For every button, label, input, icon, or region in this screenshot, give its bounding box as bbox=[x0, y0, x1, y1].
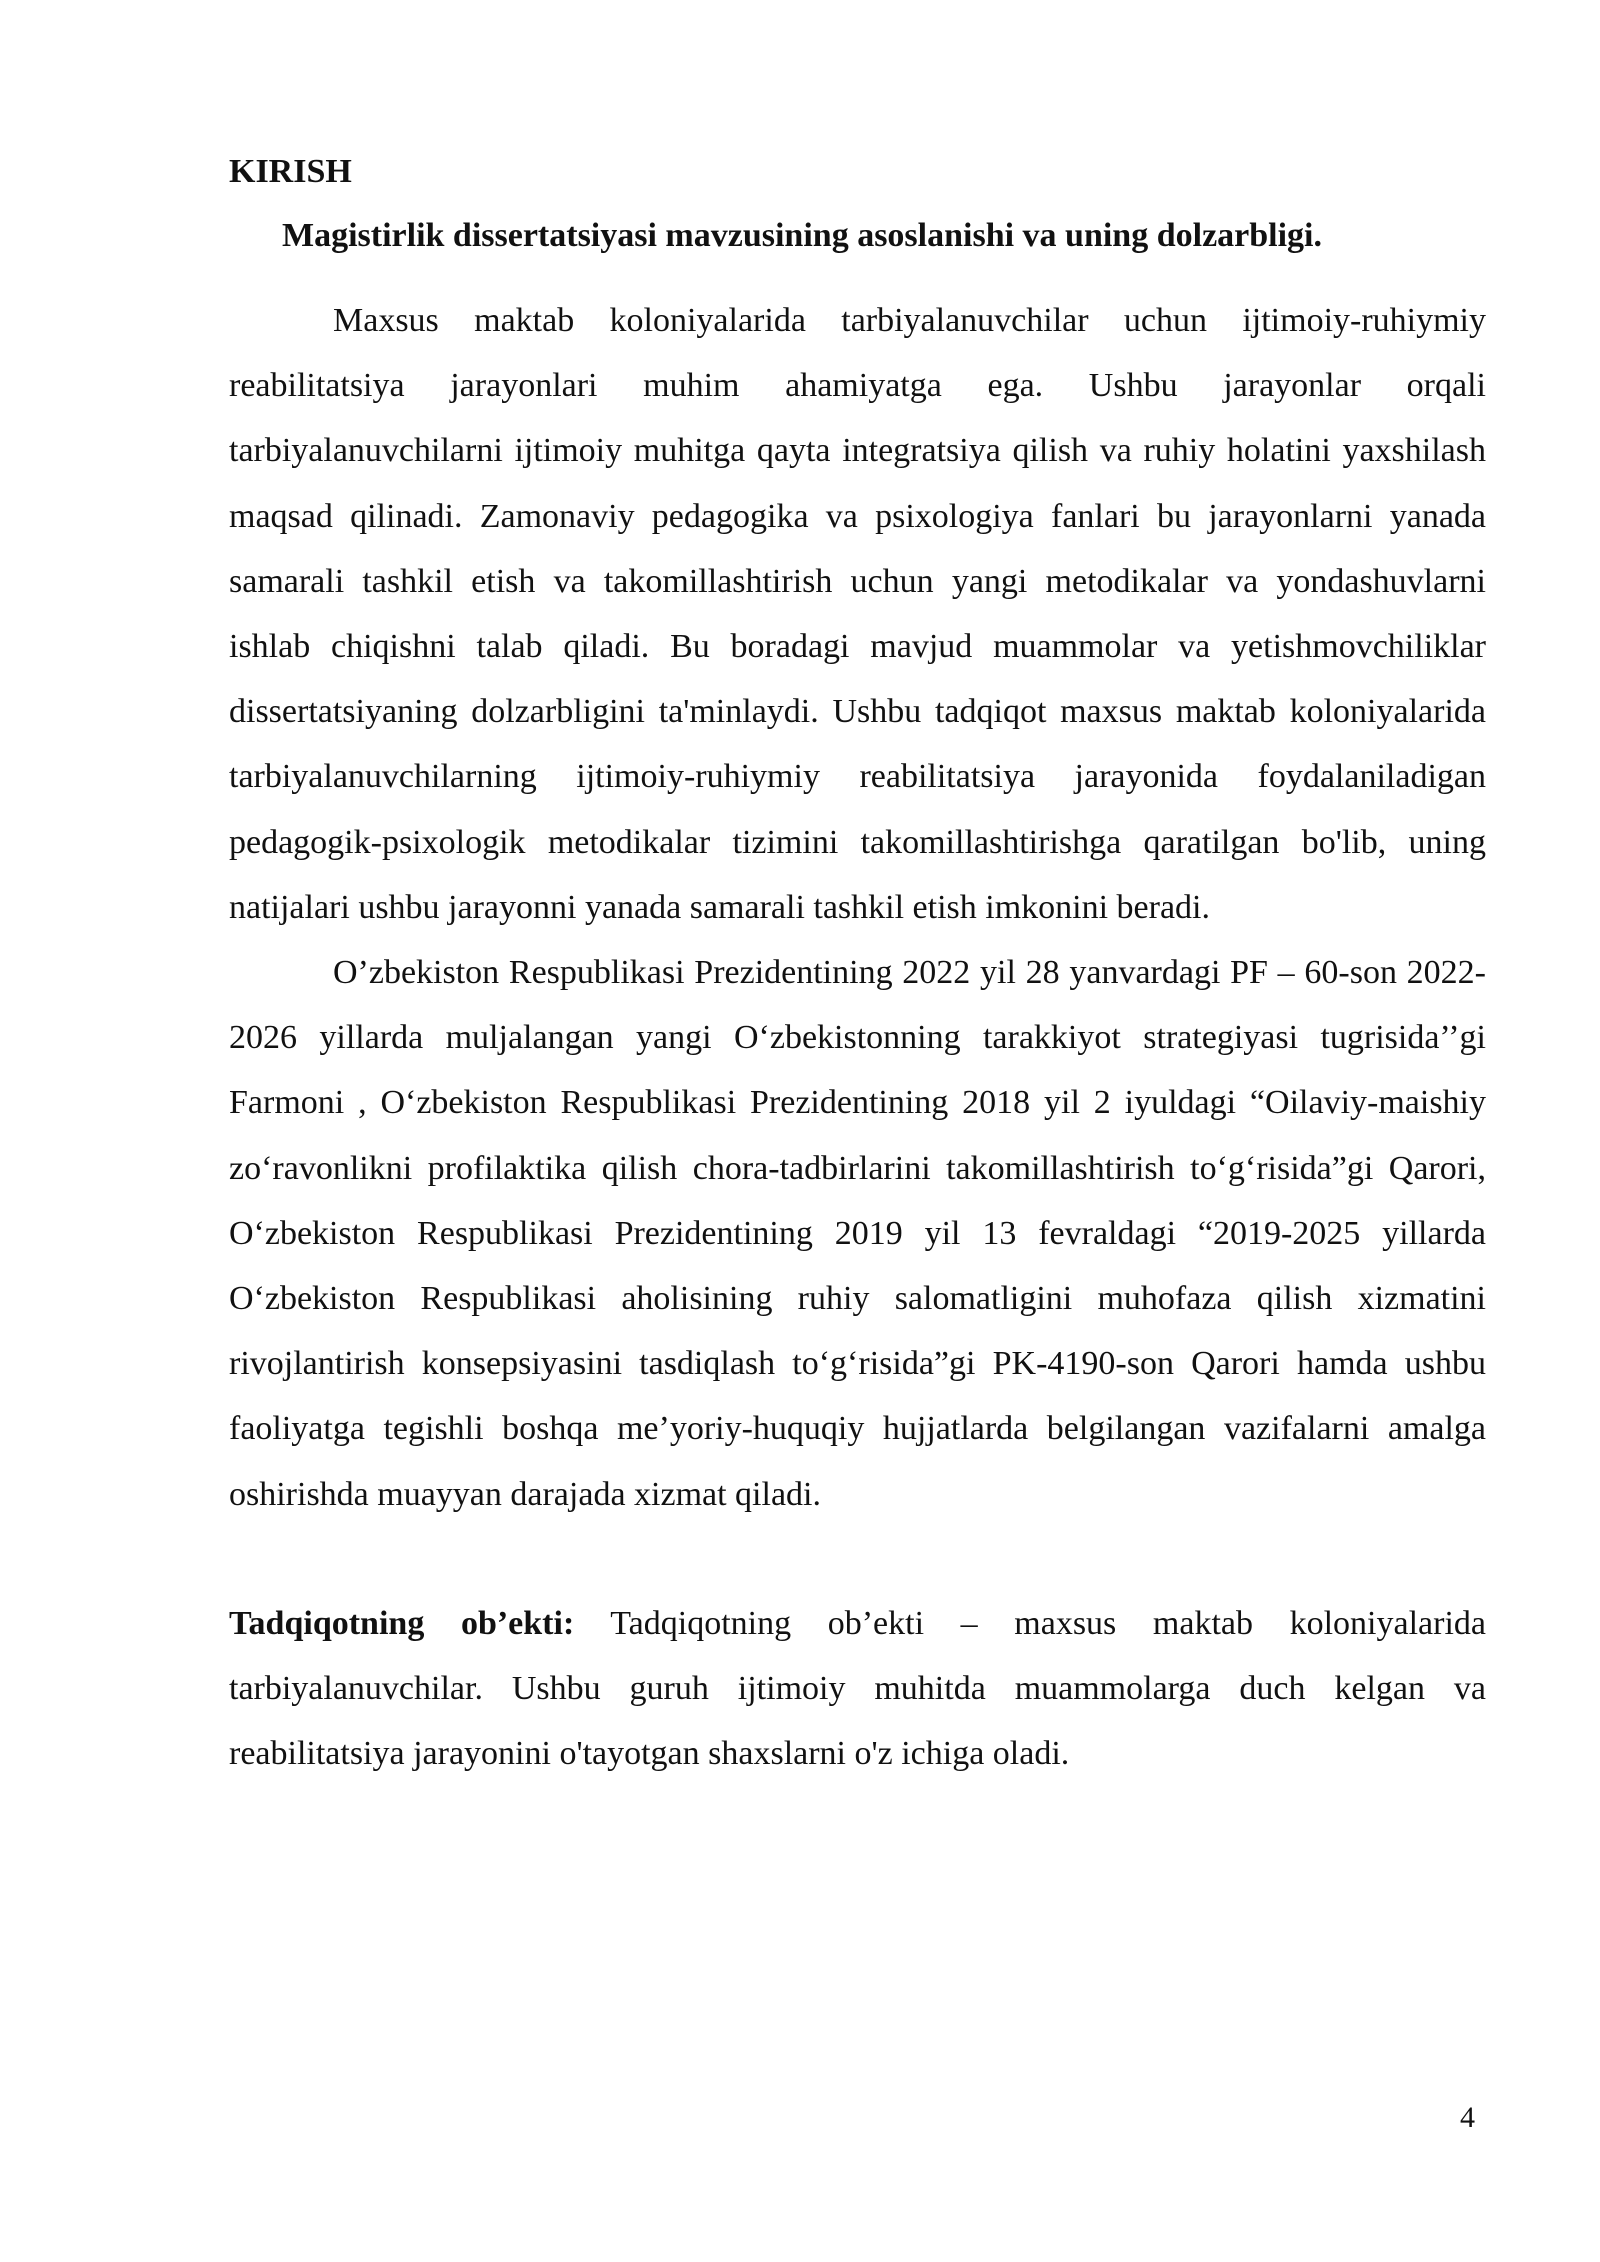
section-heading: KIRISH bbox=[229, 153, 352, 190]
document-page bbox=[229, 140, 1486, 1786]
research-object-text: Tadqiqotning ob’ekti – maxsus maktab koloniyalarida tarbiyalanuvchilar. Ushbu guruh ijtimoiy muhitda muammolarga duch kelgan va reabilitatsiya jarayonini o'tayotgan shaxslarni o'z ichiga oladi. bbox=[229, 1604, 1486, 1773]
body-paragraph-1: Maxsus maktab koloniyalarida tarbiyalanuvchilar uchun ijtimoiy-ruhiymiy reabilitatsiya jarayonlari muhim ahamiyatga ega. Ushbu jarayonlar orqali tarbiyalanuvchilarni ijtimoiy muhitga qayta integratsiya qilish va ruhiy holatini yaxshilash maqsad qilinadi. Zamonaviy pedagogika va psixologiya fanlari bu jarayonlarni yanada samarali tashkil etish va takomillashtirish uchun yangi metodikalar va yondashuvlarni ishlab chiqishni talab qiladi. Bu boradagi mavjud muammolar va yetishmovchiliklar dissertatsiyaning dolzarbligini ta'minlaydi. Ushbu tadqiqot maxsus maktab koloniyalarida tarbiyalanuvchilarning ijtimoiy-ruhiymiy reabilitatsiya jarayonida foydalaniladigan pedagogik-psixologik metodikalar tizimini takomillashtirishga qaratilgan bo'lib, uning natijalari ushbu jarayonni yanada samarali tashkil etish imkonini beradi. bbox=[229, 302, 1486, 926]
page-number: 4 bbox=[1460, 2101, 1475, 2134]
research-object-label: Tadqiqotning ob’ekti: bbox=[229, 1604, 575, 1642]
section-subheading: Magistirlik dissertatsiyasi mavzusining asoslanishi va uning dolzarbligi. bbox=[282, 217, 1323, 254]
research-object-paragraph bbox=[229, 1591, 1486, 1787]
body-paragraph-2: O’zbekiston Respublikasi Prezidentining 2022 yil 28 yanvardagi PF – 60-son 2022-2026 yillarda muljalangan yangi O‘zbekistonning tarakkiyot strategiyasi tugrisida’’gi Farmoni , O‘zbekiston Respublikasi Prezidentining 2018 yil 2 iyuldagi “Oilaviy-maishiy zo‘ravonlikni profilaktika qilish chora-tadbirlarini takomillashtirish to‘g‘risida”gi Qarori, O‘zbekiston Respublikasi Prezidentining 2019 yil 13 fevraldagi “2019-2025 yillarda O‘zbekiston Respublikasi aholisining ruhiy salomatligini muhofaza qilish xizmatini rivojlantirish konsepsiyasini tasdiqlash to‘g‘risida”gi PK-4190-son Qarori hamda ushbu faoliyatga tegishli boshqa me’yoriy-huquqiy hujjatlarda belgilangan vazifalarni amalga oshirishda muayyan darajada xizmat qiladi. bbox=[229, 954, 1486, 1513]
